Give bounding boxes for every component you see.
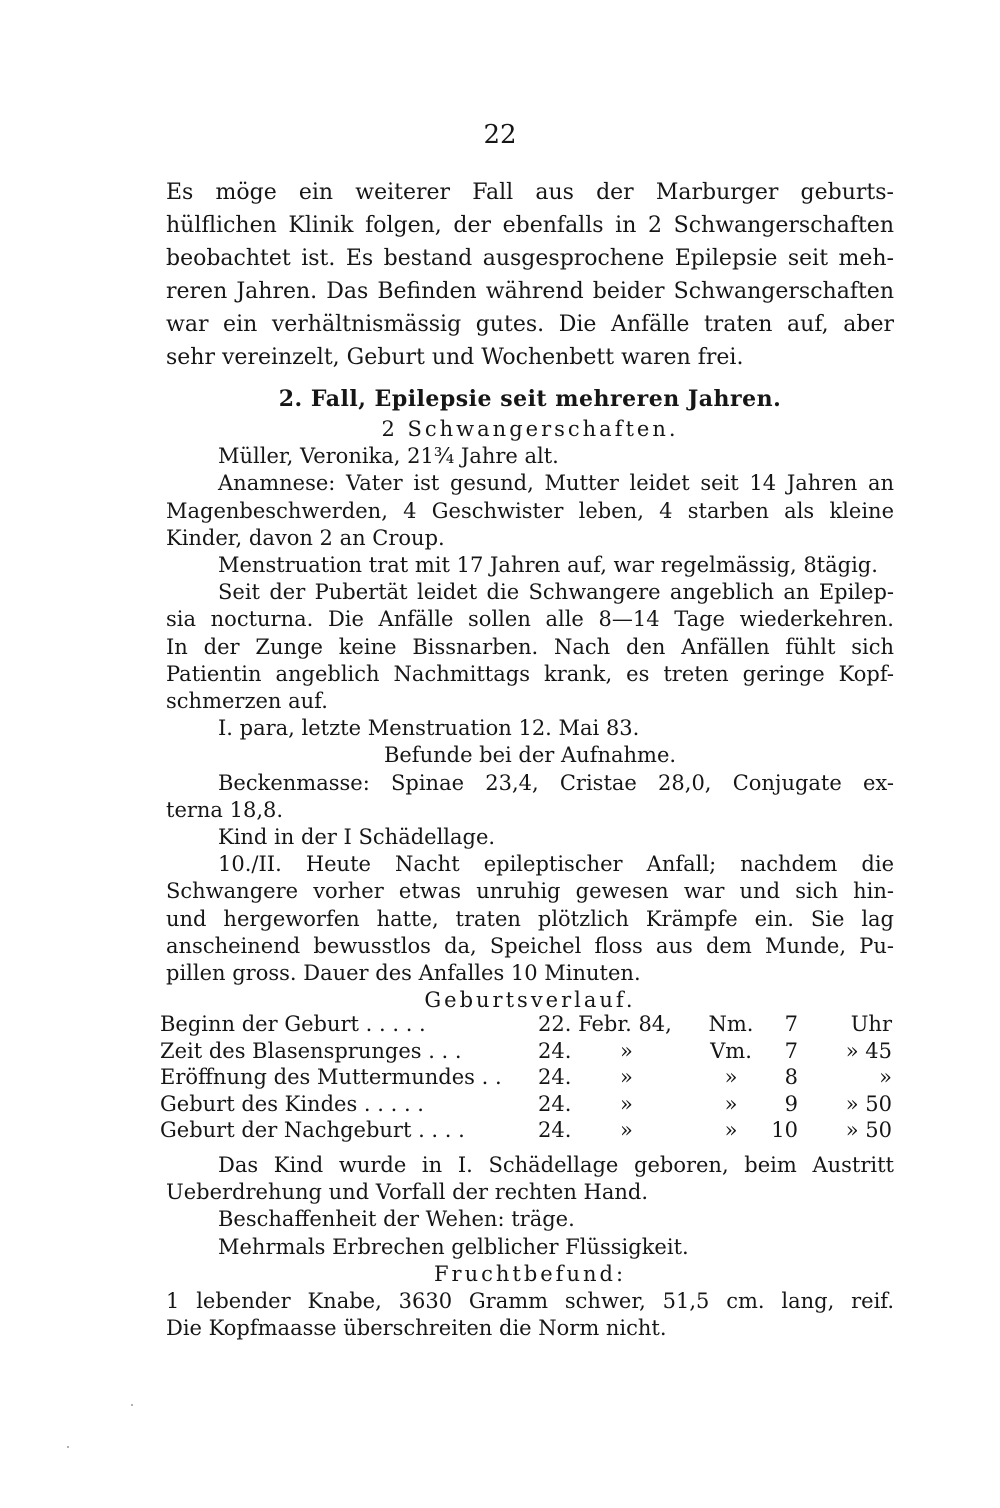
fetal-heading: Fruchtbefund: (433, 1261, 627, 1286)
text-line: beobachtet ist. Es bestand ausgesprochene Epilepsie seit meh- (166, 246, 894, 271)
text-line: sehr vereinzelt, Geburt und Wochenbett waren frei. (166, 345, 744, 370)
puberty-paragraph (166, 579, 894, 715)
text-line: Anamnese: Vater ist gesund, Mutter leidet seit 14 Jahren an (218, 471, 894, 496)
timeline-event: Geburt des Kindes . . . . . (160, 1091, 424, 1116)
scan-speck (67, 1446, 69, 1448)
timeline-session: Nm. (708, 1012, 754, 1036)
text-line: 1 lebender Knabe, 3630 Gramm schwer, 51,5 cm. lang, reif. (166, 1289, 894, 1314)
timeline-date-ditto: » (620, 1091, 633, 1116)
text-line: Beckenmasse: Spinae 23,4, Cristae 28,0, Conjugate ex- (218, 770, 894, 795)
timeline-row (160, 1117, 900, 1144)
timeline-date: 22. Febr. 84, (538, 1012, 672, 1036)
timeline-row (160, 1038, 900, 1065)
vomiting-line: Mehrmals Erbrechen gelblicher Flüssigkeit. (218, 1234, 689, 1259)
text-line: terna 18,8. (166, 797, 284, 822)
patient-line: Müller, Veronika, 21¾ Jahre alt. (218, 444, 559, 469)
child-position-line: Kind in der I Schädellage. (218, 825, 496, 850)
timeline-date: 24. (538, 1038, 572, 1063)
birth-paragraph (166, 1152, 894, 1206)
timeline-session: » (724, 1118, 738, 1142)
closing-text (166, 1152, 894, 1342)
timeline-hour: 8 (784, 1065, 798, 1089)
timeline-session: » (724, 1091, 738, 1116)
seizure-paragraph (166, 851, 894, 987)
text-line: Patientin angeblich Nachmittags krank, es treten geringe Kopf- (166, 661, 894, 686)
timeline-minute: » 45 (845, 1038, 892, 1063)
text-line: Es möge ein weiterer Fall aus der Marburger geburts- (166, 180, 894, 205)
text-line: anscheinend bewusstlos da, Speichel floss aus dem Munde, Pu- (166, 933, 894, 958)
labor-heading: Geburtsverlauf. (424, 988, 636, 1013)
timeline-event: Geburt der Nachgeburt . . . . (160, 1118, 465, 1142)
fetal-findings (166, 1288, 894, 1342)
timeline-row (160, 1011, 900, 1038)
contractions-line: Beschaffenheit der Wehen: träge. (218, 1207, 575, 1232)
text-line: schmerzen auf. (166, 689, 328, 714)
timeline-hour: 7 (784, 1038, 798, 1063)
text-line: war ein verhältnismässig gutes. Die Anfälle traten auf, aber (166, 312, 894, 337)
text-line: 10./II. Heute Nacht epileptischer Anfall; nachdem die (218, 852, 894, 877)
case-heading: 2. Fall, Epilepsie seit mehreren Jahren. (278, 386, 782, 412)
text-line: Das Kind wurde in I. Schädellage geboren, beim Austritt (218, 1153, 894, 1177)
text-line: Kinder, davon 2 an Croup. (166, 525, 445, 550)
text-line: Seit der Pubertät leidet die Schwangere angeblich an Epilep- (218, 580, 894, 605)
timeline-hour: 7 (784, 1012, 798, 1036)
page-number: 22 (483, 120, 517, 150)
text-line: Ueberdrehung und Vorfall der rechten Hand. (166, 1180, 649, 1205)
timeline-minute: » (879, 1065, 892, 1089)
pelvic-measurements (166, 770, 894, 824)
pregnancies-subheading: 2 Schwangerschaften. (381, 417, 679, 441)
anamnesis-paragraph (166, 470, 894, 552)
timeline-date: 24. (538, 1065, 572, 1089)
text-line: In der Zunge keine Bissnarben. Nach den Anfällen fühlt sich (166, 634, 894, 659)
timeline-row (160, 1091, 900, 1118)
timeline-date-ditto: » (620, 1065, 633, 1089)
timeline-minute: » 50 (845, 1091, 892, 1116)
timeline-row (160, 1064, 900, 1091)
timeline-hour: 10 (771, 1118, 798, 1142)
timeline-minute: » 50 (845, 1118, 892, 1142)
timeline-event: Eröffnung des Muttermundes . . (160, 1065, 502, 1089)
timeline-session: » (724, 1065, 738, 1089)
para-line: I. para, letzte Menstruation 12. Mai 83. (218, 716, 640, 741)
scan-speck (131, 1404, 133, 1406)
timeline-session: Vm. (710, 1038, 752, 1063)
text-line: reren Jahren. Das Befinden während beider Schwangerschaften (166, 279, 894, 304)
text-line: Magenbeschwerden, 4 Geschwister leben, 4 starben als kleine (166, 498, 894, 523)
timeline-hour: 9 (784, 1091, 798, 1116)
timeline-minute: Uhr (850, 1012, 892, 1036)
labor-timeline (160, 1011, 900, 1144)
text-line: und hergeworfen hatte, traten plötzlich Krämpfe ein. Sie lag (166, 906, 894, 931)
main-text (166, 176, 894, 1014)
text-line: Die Kopfmaasse überschreiten die Norm nicht. (166, 1316, 667, 1341)
findings-heading: Befunde bei der Aufnahme. (383, 743, 677, 768)
text-line: hülflichen Klinik folgen, der ebenfalls in 2 Schwangerschaften (166, 213, 894, 238)
timeline-date: 24. (538, 1118, 572, 1142)
timeline-event: Beginn der Geburt . . . . . (160, 1012, 426, 1036)
timeline-event: Zeit des Blasensprunges . . . (160, 1038, 462, 1063)
timeline-date-ditto: » (620, 1038, 633, 1063)
timeline-date-ditto: » (620, 1118, 633, 1142)
timeline-date: 24. (538, 1091, 572, 1116)
text-line: pillen gross. Dauer des Anfalles 10 Minuten. (166, 961, 641, 986)
menstruation-line: Menstruation trat mit 17 Jahren auf, war regelmässig, 8tägig. (218, 553, 878, 578)
text-line: sia nocturna. Die Anfälle sollen alle 8—14 Tage wiederkehren. (166, 607, 894, 632)
intro-paragraph (166, 176, 894, 374)
text-line: Schwangere vorher etwas unruhig gewesen war und sich hin- (166, 879, 894, 904)
